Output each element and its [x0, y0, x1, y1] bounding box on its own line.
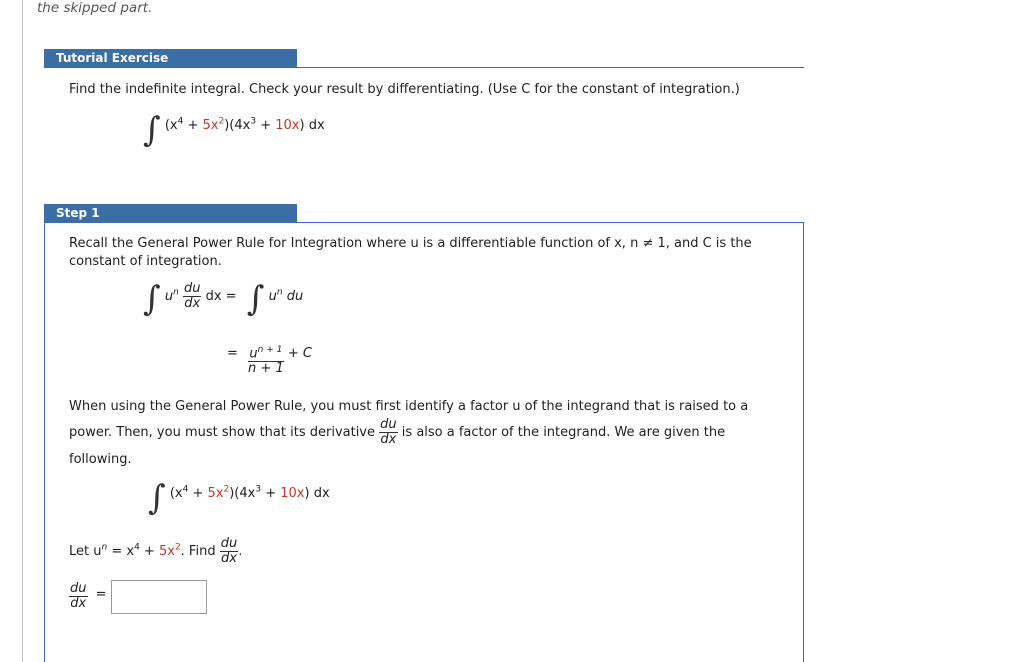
- step1-recall-line2: constant of integration.: [69, 254, 222, 269]
- power-rule-fraction: $\frac{u^{n + 1}}{n + 1}$: [248, 345, 284, 377]
- integral-sign: ∫: [246, 279, 265, 319]
- answer-row: $\frac{du}{dx}$ =: [70, 581, 107, 611]
- step1-recall-line1: Recall the General Power Rule for Integration where u is a differentiable function of x, n ≠ 1, and C is the: [69, 236, 752, 251]
- du-dx-answer-input[interactable]: [111, 580, 207, 614]
- tutorial-exercise-header: Tutorial Exercise: [44, 49, 297, 68]
- du-dx-fraction: $\frac{du}{dx}$: [183, 281, 201, 311]
- du-dx-fraction: $\frac{du}{dx}$: [70, 581, 87, 611]
- step1-header: Step 1: [44, 204, 297, 223]
- tutorial-header-rule: [44, 67, 804, 68]
- let-u-statement: Let $u^n = x^4 + 5x^2$. Find $\frac{du}{dx}$ .: [69, 536, 243, 566]
- power-rule-result: = $\frac{u^{n + 1}}{n + 1}$ + C: [227, 345, 312, 377]
- du-dx-fraction: $\frac{du}{dx}$: [220, 536, 238, 566]
- step1-power-line3: following.: [69, 452, 132, 467]
- tutorial-integral-expression: ∫ $(x^4 + 5x^2)(4x^3 + 10x)$ dx: [143, 110, 325, 150]
- tutorial-instruction: Find the indefinite integral. Check your result by differentiating. (Use C for the constant of integration.): [69, 82, 740, 97]
- power-rule-formula: ∫ $u^n$ $\frac{du}{dx}$ dx = ∫ $u^n$ du: [143, 279, 304, 319]
- step1-integral-expression: ∫ $(x^4 + 5x^2)(4x^3 + 10x)$ dx: [148, 478, 330, 518]
- du-dx-fraction: $\frac{du}{dx}$: [380, 417, 397, 447]
- integral-sign: ∫: [143, 110, 161, 150]
- step1-power-line2: power. Then, you must show that its derivative $\frac{du}{dx}$ is also a factor of the integrand. We are given the: [69, 417, 726, 447]
- step1-power-line1: When using the General Power Rule, you must first identify a factor u of the integrand that is raised to a: [69, 399, 749, 414]
- integral-sign: ∫: [148, 478, 166, 518]
- left-border-line: [22, 0, 23, 662]
- skipped-part-note: the skipped part.: [37, 0, 153, 16]
- integral-sign: ∫: [143, 279, 161, 319]
